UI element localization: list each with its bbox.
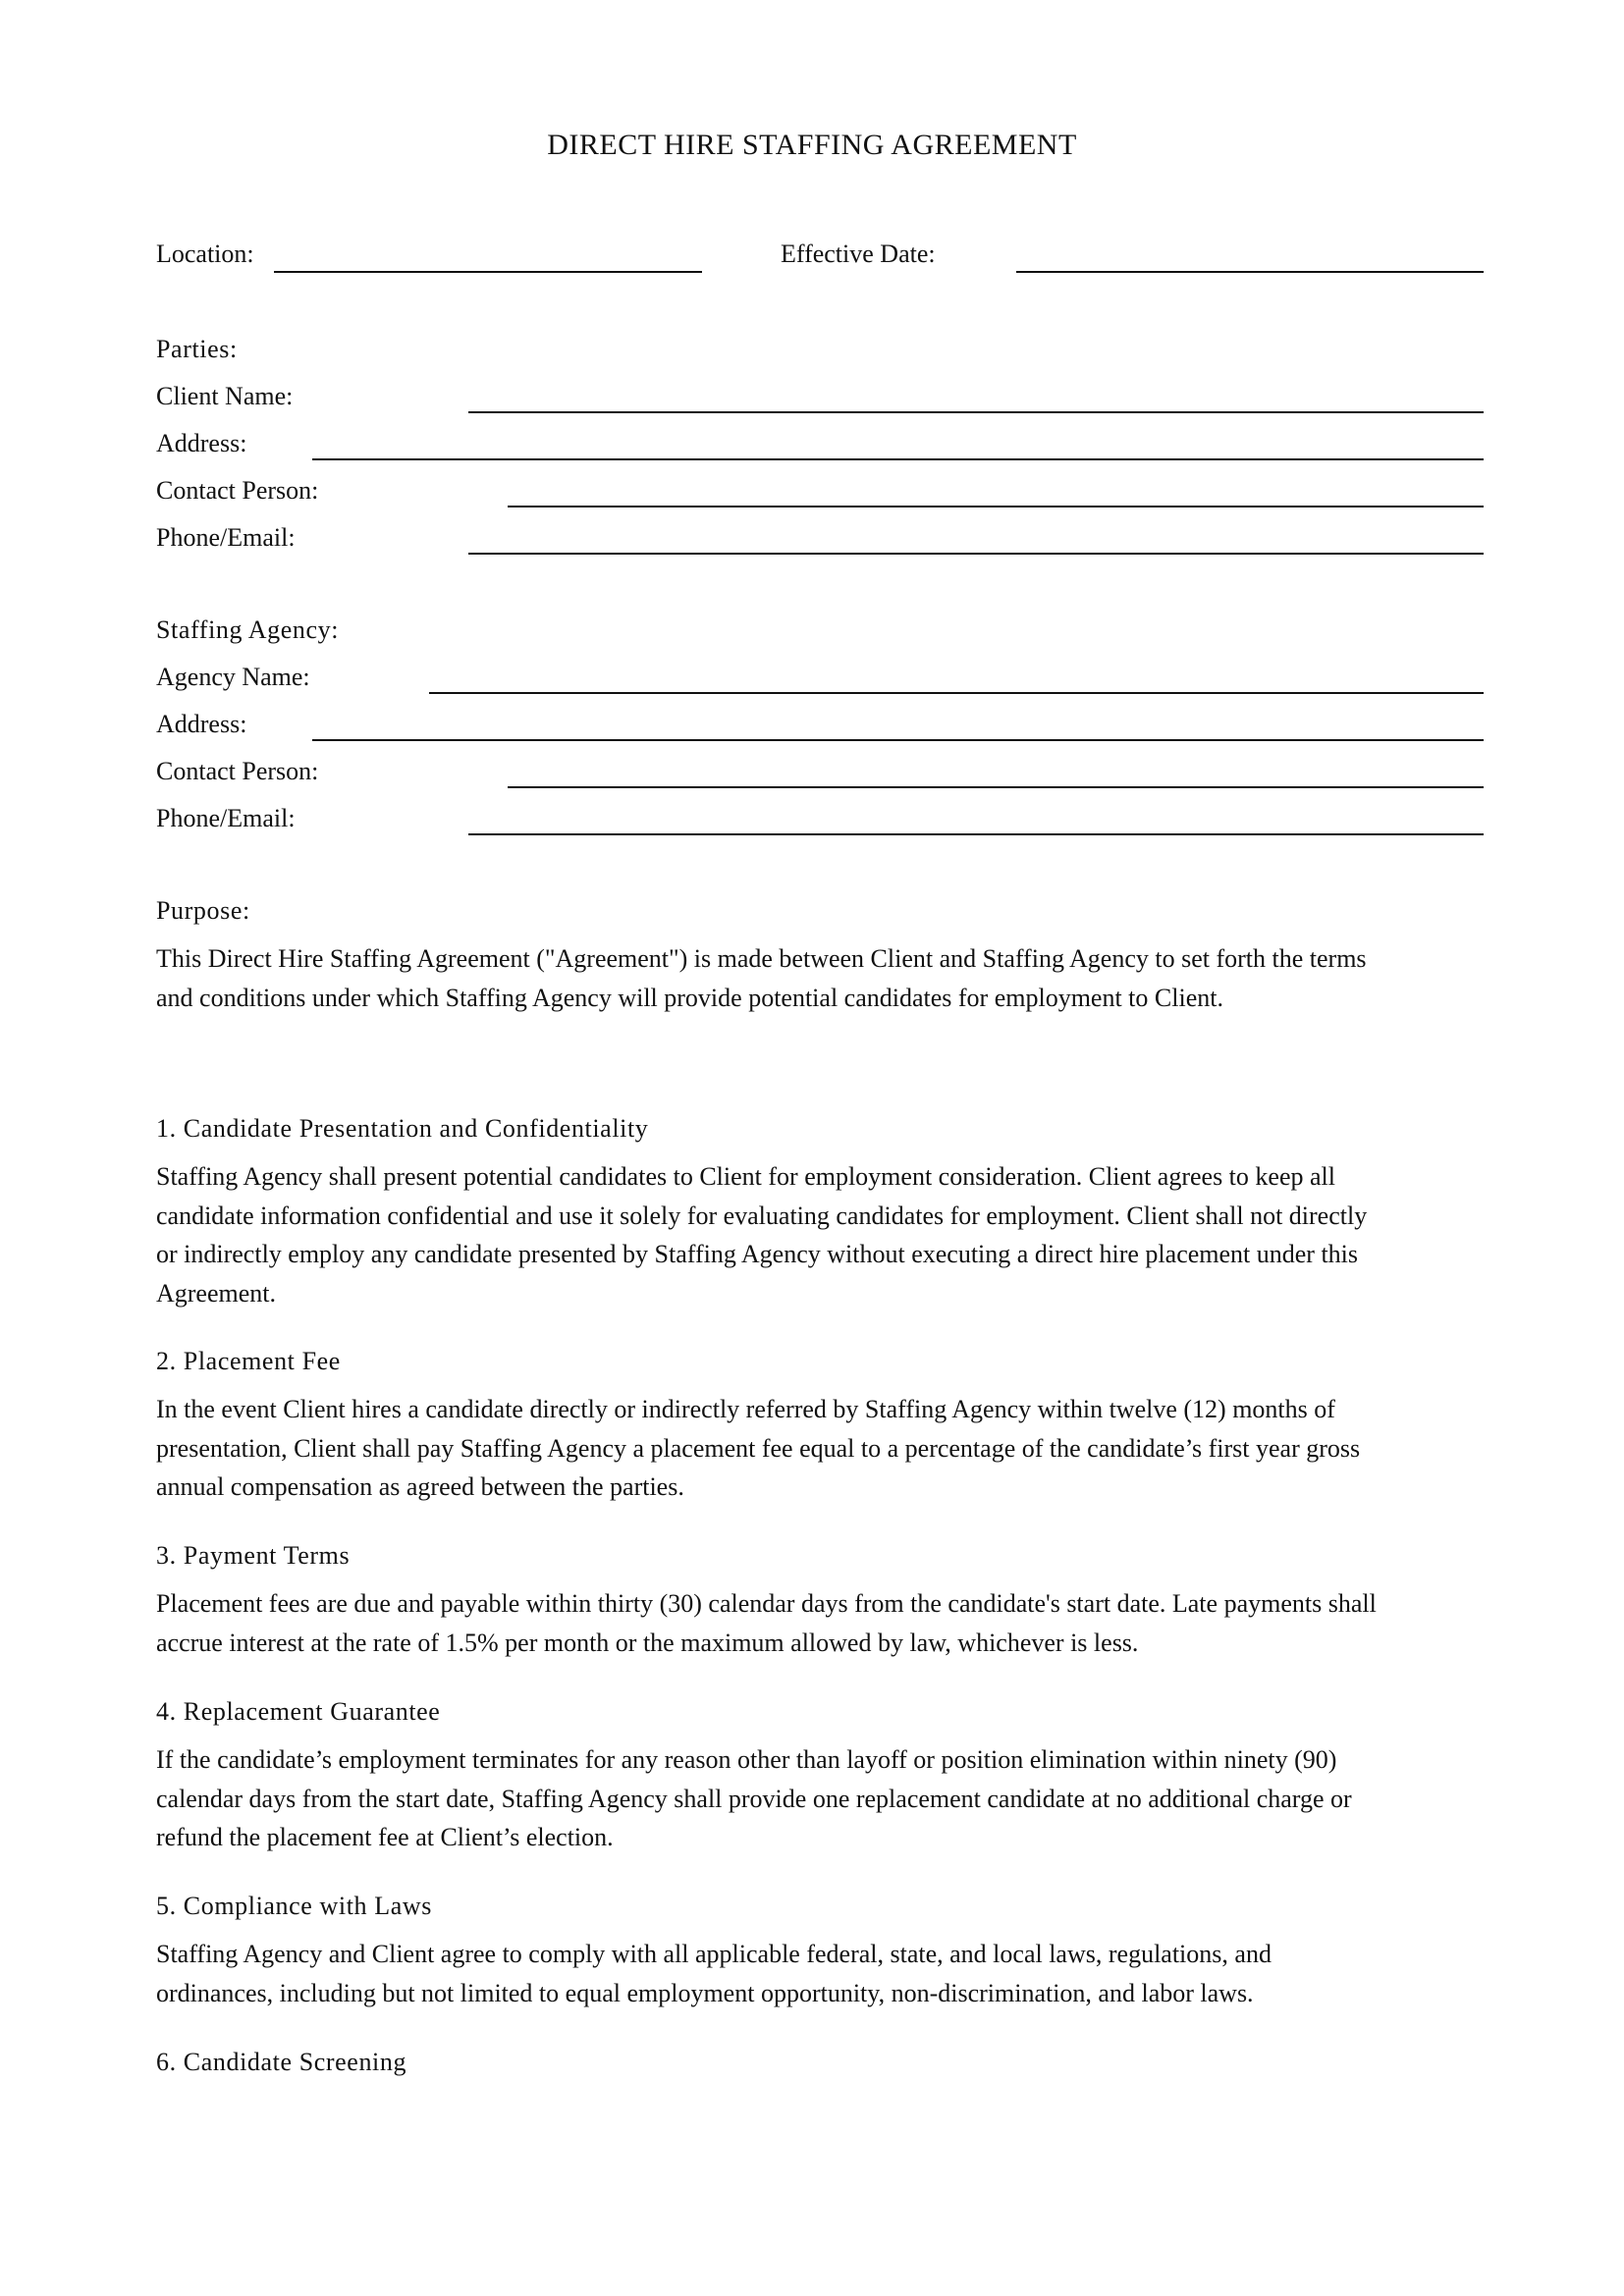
section-line: or indirectly employ any candidate presented by Staffing Agency without executing a direct hire placement under this bbox=[156, 1240, 1359, 1268]
section-line: annual compensation as agreed between the parties. bbox=[156, 1472, 684, 1501]
section-line: If the candidate’s employment terminates for any reason other than layoff or position elimination within ninety (90) bbox=[156, 1745, 1337, 1774]
section-line: candidate information confidential and use it solely for evaluating candidates for employment. Client shall not directly bbox=[156, 1201, 1368, 1230]
agency-address-field[interactable] bbox=[312, 739, 1484, 741]
section-line: ordinances, including but not limited to equal employment opportunity, non-discrimination, and labor laws. bbox=[156, 1978, 1254, 2007]
section-1-heading: 1. Candidate Presentation and Confidentiality bbox=[156, 1114, 649, 1143]
agency-phone-email-field[interactable] bbox=[468, 833, 1484, 835]
purpose-line: This Direct Hire Staffing Agreement ("Agreement") is made between Client and Staffing Agency to set forth the terms bbox=[156, 944, 1367, 973]
section-5-body bbox=[156, 1935, 1482, 2012]
client-address-label: Address: bbox=[156, 429, 247, 457]
client-name-field[interactable] bbox=[468, 411, 1484, 413]
section-3-body bbox=[156, 1584, 1482, 1662]
section-4-heading: 4. Replacement Guarantee bbox=[156, 1697, 441, 1726]
effective-date-label: Effective Date: bbox=[781, 240, 936, 268]
section-2-body bbox=[156, 1390, 1482, 1507]
section-1-body bbox=[156, 1157, 1482, 1312]
section-line: presentation, Client shall pay Staffing Agency a placement fee equal to a percentage of the candidate’s first year gross bbox=[156, 1433, 1361, 1463]
document-title: DIRECT HIRE STAFFING AGREEMENT bbox=[547, 129, 1077, 161]
section-line: refund the placement fee at Client’s election. bbox=[156, 1823, 614, 1851]
section-2-heading: 2. Placement Fee bbox=[156, 1347, 341, 1375]
section-line: Staffing Agency and Client agree to comply with all applicable federal, state, and local laws, regulations, and bbox=[156, 1940, 1272, 1968]
effective-date-field[interactable] bbox=[1016, 271, 1484, 273]
client-contact-field[interactable] bbox=[508, 506, 1484, 507]
section-line: accrue interest at the rate of 1.5% per month or the maximum allowed by law, whichever is less. bbox=[156, 1628, 1139, 1657]
section-5-heading: 5. Compliance with Laws bbox=[156, 1892, 432, 1920]
client-address-field[interactable] bbox=[312, 458, 1484, 460]
section-line: Placement fees are due and payable within thirty (30) calendar days from the candidate's start date. Late payments shall bbox=[156, 1589, 1377, 1618]
agency-heading: Staffing Agency: bbox=[156, 615, 340, 644]
agency-contact-field[interactable] bbox=[508, 786, 1484, 788]
location-label: Location: bbox=[156, 240, 254, 268]
section-4-body bbox=[156, 1740, 1482, 1857]
section-6-heading: 6. Candidate Screening bbox=[156, 2048, 407, 2076]
agency-name-label: Agency Name: bbox=[156, 663, 310, 691]
agency-contact-label: Contact Person: bbox=[156, 757, 319, 785]
client-phone-email-field[interactable] bbox=[468, 553, 1484, 555]
client-name-label: Client Name: bbox=[156, 382, 294, 410]
section-line: calendar days from the start date, Staffing Agency shall provide one replacement candidate at no additional charge or bbox=[156, 1784, 1352, 1813]
client-contact-label: Contact Person: bbox=[156, 476, 319, 505]
location-field[interactable] bbox=[274, 271, 702, 273]
purpose-line: and conditions under which Staffing Agency will provide potential candidates for employment to Client. bbox=[156, 983, 1223, 1012]
section-line: In the event Client hires a candidate directly or indirectly referred by Staffing Agency within twelve (12) months of bbox=[156, 1395, 1335, 1423]
purpose-heading: Purpose: bbox=[156, 896, 250, 925]
section-3-heading: 3. Payment Terms bbox=[156, 1541, 351, 1570]
agency-phone-email-label: Phone/Email: bbox=[156, 804, 296, 832]
parties-heading: Parties: bbox=[156, 335, 238, 363]
section-line: Staffing Agency shall present potential candidates to Client for employment consideration. Client agrees to keep all bbox=[156, 1162, 1335, 1191]
section-line: Agreement. bbox=[156, 1278, 277, 1308]
agency-address-label: Address: bbox=[156, 710, 247, 738]
purpose-body bbox=[156, 939, 1482, 1017]
agency-name-field[interactable] bbox=[429, 692, 1484, 694]
client-phone-email-label: Phone/Email: bbox=[156, 523, 296, 552]
